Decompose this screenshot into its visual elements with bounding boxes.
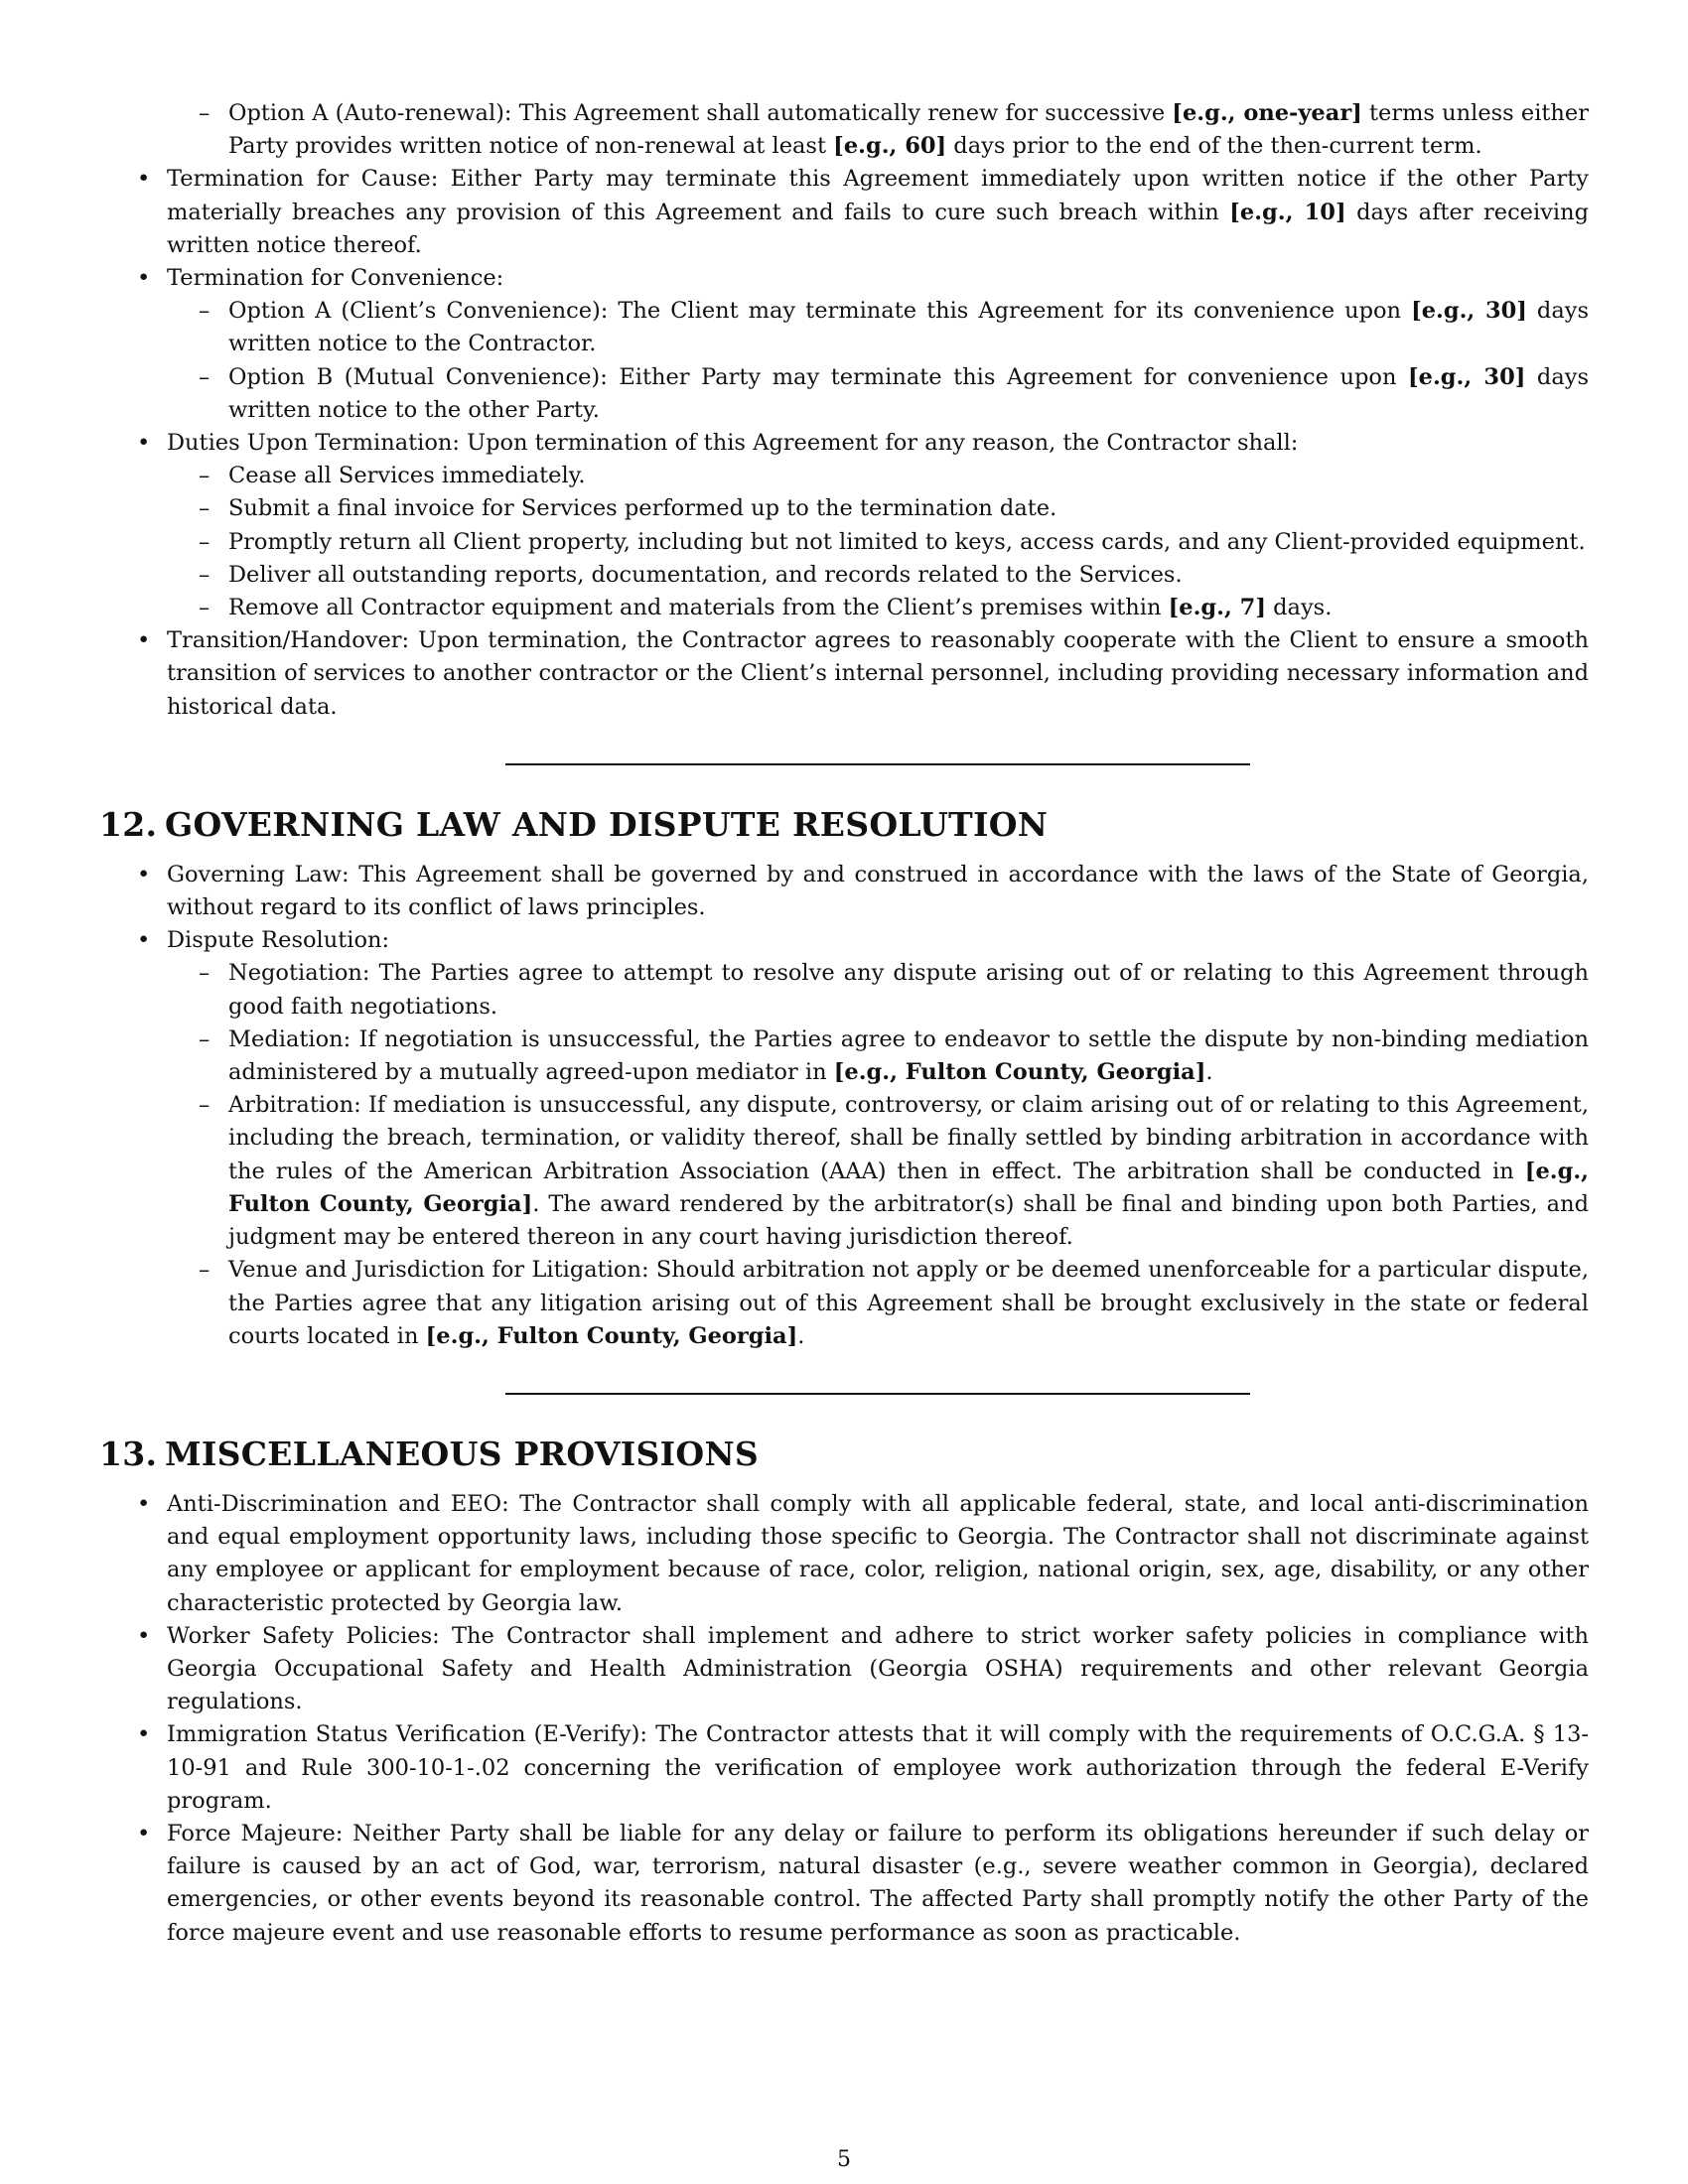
list-item: – Deliver all outstanding reports, documentation, and records related to the Services. — [228, 559, 1589, 592]
list-item: – Option A (Auto-renewal): This Agreement shall automatically renew for successive [e.g., one-year] terms unless either Party provides written notice of non-renewal at least [e.g., 60] days prior to the end of the then-current term. — [228, 97, 1589, 163]
list-item-arbitration: – Arbitration: If mediation is unsuccessful, any dispute, controversy, or claim arising out of or relating to this Agreement, including the breach, termination, or validity thereof, shall be finally settled by binding arbitration in accordance with the rules of the American Arbitration Association (AAA) then in effect. The arbitration shall be conducted in [e.g., Fulton County, Georgia]. The award rendered by the arbitrator(s) shall be final and binding upon both Parties, and judgment may be entered thereon in any court having jurisdiction thereof. — [228, 1089, 1589, 1254]
section-12-heading: 12. GOVERNING LAW AND DISPUTE RESOLUTION — [99, 804, 1049, 844]
list-item: – Option A (Client’s Convenience): The Client may terminate this Agreement for its convenience upon [e.g., 30] days written notice to the Contractor. — [228, 295, 1589, 360]
term-options-list — [167, 97, 1589, 163]
list-item-transition-handover: • Transition/Handover: Upon termination, the Contractor agrees to reasonably cooperate with the Client to ensure a smooth transition of services to another contractor or the Client’s internal personnel, including providing necessary information and historical data. — [167, 624, 1589, 724]
list-item-dispute-resolution: • Dispute Resolution: – Negotiation: The Parties agree to attempt to resolve any dispute arising out of or relating to this Agreement through good faith negotiations. – Mediation: If negotiation is unsuccessful, the Parties agree to endeavor to settle the dispute by non-binding mediation administered by a mutually agreed-upon mediator in [e.g., Fulton County, Georgia]. – Arbitration: If mediation is unsuccessful, any dispute, controversy, or claim arising out of or relating to this Agreement, including the breach, termination, or validity thereof, shall be finally settled by binding arbitration in accordance with the rules of the American Arbitration Association (AAA) then in effect. The arbitration shall be conducted in [e.g., Fulton County, Georgia]. The award rendered by the arbitrator(s) shall be final and binding upon both Parties, and judgment may be entered thereon in any court having jurisdiction thereof. – Venue and Jurisdiction for Litigation: Should arbitration not apply or be deemed unenforceable for a particular dispute, the Parties agree that any litigation arising out of this Agreement shall be brought exclusively in the state or federal courts located in [e.g., Fulton County, Georgia]. — [167, 924, 1589, 1353]
list-item-negotiation: – Negotiation: The Parties agree to attempt to resolve any dispute arising out of or relating to this Agreement through good faith negotiations. — [228, 957, 1589, 1023]
convenience-options-list — [167, 295, 1589, 427]
duties-list — [167, 460, 1589, 624]
section-13-list — [167, 1488, 1589, 1950]
list-item-anti-discrimination: • Anti-Discrimination and EEO: The Contractor shall comply with all applicable federal, state, and local anti-discrimination and equal employment opportunity laws, including those specific to Georgia. The Contractor shall not discriminate against any employee or applicant for employment because of race, color, religion, national origin, sex, age, disability, or any other characteristic protected by Georgia law. — [167, 1488, 1589, 1620]
list-item-force-majeure: • Force Majeure: Neither Party shall be liable for any delay or failure to perform its obligations hereunder if such delay or failure is caused by an act of God, war, terrorism, natural disaster (e.g., severe weather common in Georgia), declared emergencies, or other events beyond its reasonable control. The affected Party shall promptly notify the other Party of the force majeure event and use reasonable efforts to resume performance as soon as practicable. — [167, 1818, 1589, 1950]
list-item: – Cease all Services immediately. — [228, 460, 1589, 492]
list-item-worker-safety: • Worker Safety Policies: The Contractor shall implement and adhere to strict worker safety policies in compliance with Georgia Occupational Safety and Health Administration (Georgia OSHA) requirements and other relevant Georgia regulations. — [167, 1620, 1589, 1719]
list-item-mediation: – Mediation: If negotiation is unsuccessful, the Parties agree to endeavor to settle the dispute by non-binding mediation administered by a mutually agreed-upon mediator in [e.g., Fulton County, Georgia]. — [228, 1024, 1589, 1089]
list-item-duties-upon-termination: • Duties Upon Termination: Upon termination of this Agreement for any reason, the Contractor shall: – Cease all Services immediately. – Submit a final invoice for Services performed up to the termination date. – Promptly return all Client property, including but not limited to keys, access cards, and any Client-provided equipment. – Deliver all outstanding reports, documentation, and records related to the Services. – Remove all Contractor equipment and materials from the Client’s premises within [e.g., 7] days. — [167, 427, 1589, 624]
section-13-heading: 13. MISCELLANEOUS PROVISIONS — [99, 1433, 760, 1473]
termination-list — [167, 163, 1589, 723]
placeholder: [e.g., Fulton County, Georgia] — [833, 1059, 1206, 1086]
placeholder: [e.g., 10] — [1229, 199, 1346, 225]
list-item: – Promptly return all Client property, including but not limited to keys, access cards, and any Client-provided equipment. — [228, 526, 1589, 559]
placeholder: [e.g., 60] — [833, 133, 947, 160]
list-item: – Option B (Mutual Convenience): Either Party may terminate this Agreement for convenience upon [e.g., 30] days written notice to the other Party. — [228, 361, 1589, 427]
placeholder: [e.g., Fulton County, Georgia] — [228, 1158, 1589, 1217]
list-item-termination-for-convenience: • Termination for Convenience: – Option A (Client’s Convenience): The Client may terminate this Agreement for its convenience upon [e.g., 30] days written notice to the Contractor. – Option B (Mutual Convenience): Either Party may terminate this Agreement for convenience upon [e.g., 30] days written notice to the other Party. — [167, 262, 1589, 427]
placeholder: [e.g., one-year] — [1172, 100, 1362, 126]
placeholder: [e.g., Fulton County, Georgia] — [425, 1322, 798, 1349]
list-item-e-verify: • Immigration Status Verification (E-Verify): The Contractor attests that it will comply with the requirements of O.C.G.A. § 13-10-91 and Rule 300-10-1-.02 concerning the verification of employee work authorization through the federal E-Verify program. — [167, 1718, 1589, 1818]
list-item: – Remove all Contractor equipment and materials from the Client’s premises within [e.g., 7] days. — [228, 592, 1589, 624]
list-item: – Submit a final invoice for Services performed up to the termination date. — [228, 492, 1589, 525]
document-page — [99, 97, 1589, 1950]
placeholder: [e.g., 30] — [1411, 298, 1527, 325]
page-number: 5 — [837, 2147, 851, 2172]
placeholder: [e.g., 30] — [1408, 363, 1526, 390]
dispute-resolution-list — [167, 957, 1589, 1352]
section-divider — [505, 763, 1250, 765]
list-item-venue: – Venue and Jurisdiction for Litigation: Should arbitration not apply or be deemed unenforceable for a particular dispute, the Parties agree that any litigation arising out of this Agreement shall be brought exclusively in the state or federal courts located in [e.g., Fulton County, Georgia]. — [228, 1254, 1589, 1353]
list-item-termination-for-cause: • Termination for Cause: Either Party may terminate this Agreement immediately upon written notice if the other Party materially breaches any provision of this Agreement and fails to cure such breach within [e.g., 10] days after receiving written notice thereof. — [167, 163, 1589, 262]
list-item-governing-law: • Governing Law: This Agreement shall be governed by and construed in accordance with the laws of the State of Georgia, without regard to its conflict of laws principles. — [167, 859, 1589, 924]
section-12-list — [167, 859, 1589, 1353]
placeholder: [e.g., 7] — [1168, 595, 1266, 621]
section-divider — [505, 1393, 1250, 1395]
